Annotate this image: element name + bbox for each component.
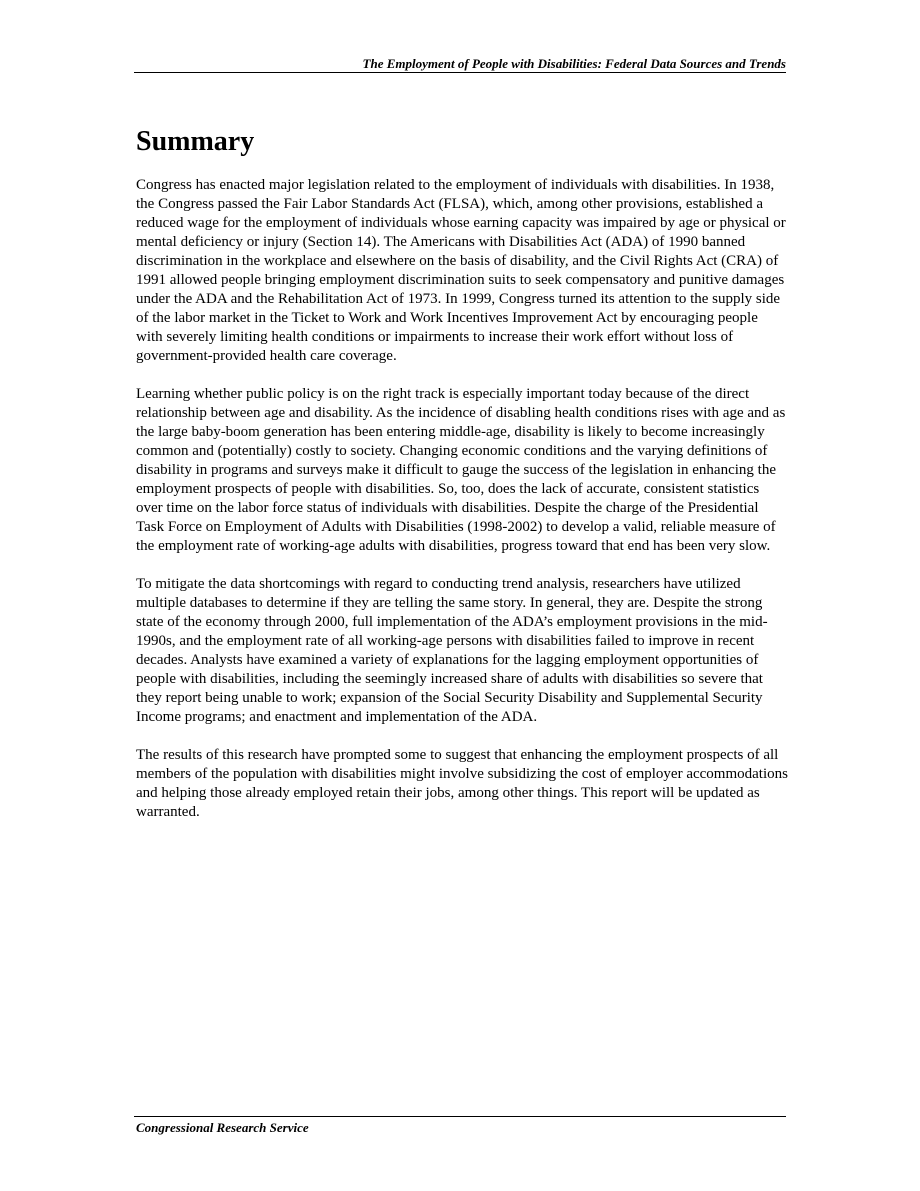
footer-divider [134, 1116, 786, 1117]
header-divider [134, 72, 786, 73]
page-title: Summary [136, 126, 255, 157]
running-header-title: The Employment of People with Disabilities: Federal Data Sources and Trends [362, 56, 786, 71]
summary-paragraph-2: Learning whether public policy is on the right track is especially important today because of the direct relationship between age and disability. As the incidence of disabling health conditions rises with age and as the large baby-boom generation has been entering middle-age, disability is likely to become increasingly common and (potentially) costly to society. Changing economic conditions and the varying definitions of disability in programs and surveys make it difficult to gauge the success of the legislation in enhancing the employment prospects of people with disabilities. So, too, does the lack of accurate, consistent statistics over time on the labor force status of individuals with disabilities. Despite the charge of the Presidential Task Force on Employment of Adults with Disabilities (1998-2002) to develop a valid, reliable measure of the employment rate of working-age adults with disabilities, progress toward that end has been very slow. [136, 386, 786, 554]
summary-paragraph-1: Congress has enacted major legislation related to the employment of individuals with disabilities. In 1938, the Congress passed the Fair Labor Standards Act (FLSA), which, among other provisions, established a reduced wage for the employment of individuals whose earning capacity was impaired by age or physical or mental deficiency or injury (Section 14). The Americans with Disabilities Act (ADA) of 1990 banned discrimination in the workplace and elsewhere on the basis of disability, and the Civil Rights Act (CRA) of 1991 allowed people bringing employment discrimination suits to seek compensatory and punitive damages under the ADA and the Rehabilitation Act of 1973. In 1999, Congress turned its attention to the supply side of the labor market in the Ticket to Work and Work Incentives Improvement Act by encouraging people with severely limiting health conditions or impairments to increase their work effort without loss of government-provided health care coverage. [136, 177, 786, 364]
summary-paragraph-4: The results of this research have prompted some to suggest that enhancing the employment prospects of all members of the population with disabilities might involve subsidizing the cost of employer accommodations and helping those already employed retain their jobs, among other things. This report will be updated as warranted. [136, 747, 788, 820]
running-footer-source: Congressional Research Service [136, 1120, 309, 1135]
summary-body [136, 176, 788, 841]
summary-paragraph-3: To mitigate the data shortcomings with regard to conducting trend analysis, researchers have utilized multiple databases to determine if they are telling the same story. In general, they are. Despite the strong state of the economy through 2000, full implementation of the ADA’s employment provisions in the mid-1990s, and the employment rate of all working-age persons with disabilities failed to improve in recent decades. Analysts have examined a variety of explanations for the lagging employment opportunities of people with disabilities, including the seemingly increased share of adults with disabilities so severe that they report being unable to work; expansion of the Social Security Disability and Supplemental Security Income programs; and enactment and implementation of the ADA. [136, 576, 768, 725]
